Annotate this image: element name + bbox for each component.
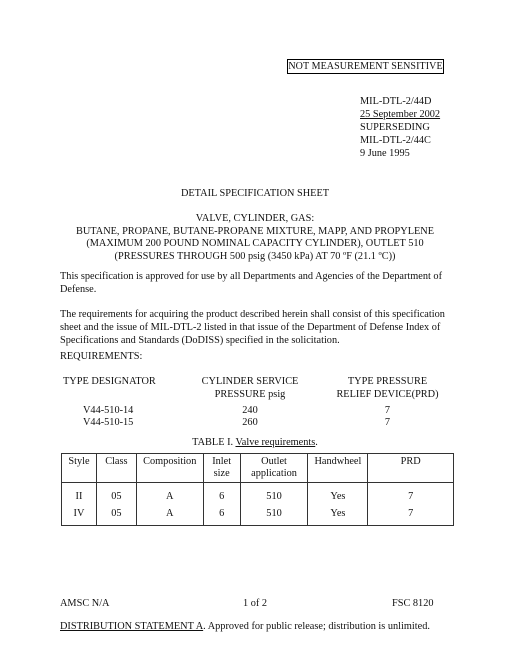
item-title-line: (PRESSURES THROUGH 500 psig (3450 kPa) AT 70 ºF (21.1 ºC))	[114, 250, 396, 262]
header-outlet-application	[240, 454, 308, 483]
header-line: Inlet	[212, 456, 232, 467]
distribution-label: DISTRIBUTION STATEMENT A	[60, 621, 204, 632]
col-header-line: TYPE PRESSURE	[347, 376, 428, 387]
item-title	[0, 213, 510, 263]
table-caption-suffix: .	[315, 437, 318, 448]
acquisition-paragraph: The requirements for acquiring the product described herein shall consist of this specification sheet and the issue of MIL-DTL-2 listed in that issue of the Department of Defense Index of Specifications and Standards (DoDISS) specified in the solicitation.	[60, 309, 445, 346]
distribution-statement	[60, 621, 430, 634]
table-row	[62, 483, 454, 507]
col-header-line: RELIEF DEVICE(PRD)	[336, 389, 439, 400]
distribution-text: . Approved for public release; distribution is unlimited.	[203, 621, 430, 632]
table-caption-prefix: TABLE I.	[192, 437, 234, 448]
document-number: MIL-DTL-2/44D	[360, 96, 432, 107]
cell-inlet: 6	[203, 506, 240, 526]
col-header-line: PRESSURE psig	[214, 389, 286, 400]
document-date: 25 September 2002	[360, 109, 441, 120]
table-caption-title: Valve requirements	[235, 437, 316, 448]
cell-handwheel: Yes	[308, 506, 368, 526]
table-header-row	[62, 454, 454, 483]
table-row	[62, 506, 454, 526]
pressure-value: 260	[242, 417, 258, 428]
item-title-line: (MAXIMUM 200 POUND NOMINAL CAPACITY CYLINDER), OUTLET 510	[86, 238, 424, 250]
col-type-prd	[330, 375, 445, 401]
requirements-heading: REQUIREMENTS:	[60, 351, 143, 362]
cell-composition: A	[136, 506, 203, 526]
sheet-title: DETAIL SPECIFICATION SHEET	[180, 188, 330, 199]
not-measurement-sensitive-stamp: NOT MEASUREMENT SENSITIVE	[288, 61, 443, 72]
superseding-label: SUPERSEDING	[360, 122, 430, 133]
header-class: Class	[96, 454, 136, 483]
document-identification	[360, 95, 440, 160]
superseded-date: 9 June 1995	[360, 148, 410, 159]
col-type-designator: TYPE DESIGNATOR	[63, 376, 156, 387]
header-composition: Composition	[136, 454, 203, 483]
cell-style: IV	[62, 506, 97, 526]
header-line: Outlet	[261, 456, 287, 467]
cell-outlet: 510	[240, 483, 308, 507]
cell-prd: 7	[368, 506, 454, 526]
cell-outlet: 510	[240, 506, 308, 526]
cell-handwheel: Yes	[308, 483, 368, 507]
cell-class: 05	[96, 483, 136, 507]
prd-value: 7	[384, 405, 391, 416]
table-caption	[0, 437, 510, 450]
cell-inlet: 6	[203, 483, 240, 507]
fsc-code: FSC 8120	[392, 598, 434, 609]
header-line: application	[251, 468, 297, 479]
amsc-code: AMSC N/A	[60, 598, 110, 609]
col-header-line: CYLINDER SERVICE	[201, 376, 299, 387]
item-title-line: VALVE, CYLINDER, GAS:	[195, 213, 315, 224]
cell-prd: 7	[368, 483, 454, 507]
cell-style: II	[62, 483, 97, 507]
pressure-value: 240	[242, 405, 258, 416]
approval-paragraph: This specification is approved for use by all Departments and Agencies of the Department of Defense.	[60, 271, 443, 295]
page-number: 1 of 2	[242, 598, 268, 609]
header-prd: PRD	[368, 454, 454, 483]
cell-composition: A	[136, 483, 203, 507]
superseded-number: MIL-DTL-2/44C	[360, 135, 431, 146]
col-cylinder-service-pressure	[190, 375, 310, 401]
item-title-line: BUTANE, PROPANE, BUTANE-PROPANE MIXTURE, MAPP, AND PROPYLENE	[75, 225, 435, 237]
header-line: size	[213, 468, 230, 479]
prd-value: 7	[384, 417, 391, 428]
header-inlet-size	[203, 454, 240, 483]
designator-row: V44-510-15	[83, 417, 134, 428]
designator-row: V44-510-14	[83, 405, 134, 416]
cell-class: 05	[96, 506, 136, 526]
valve-requirements-table	[61, 453, 454, 526]
header-style: Style	[62, 454, 97, 483]
header-handwheel: Handwheel	[308, 454, 368, 483]
